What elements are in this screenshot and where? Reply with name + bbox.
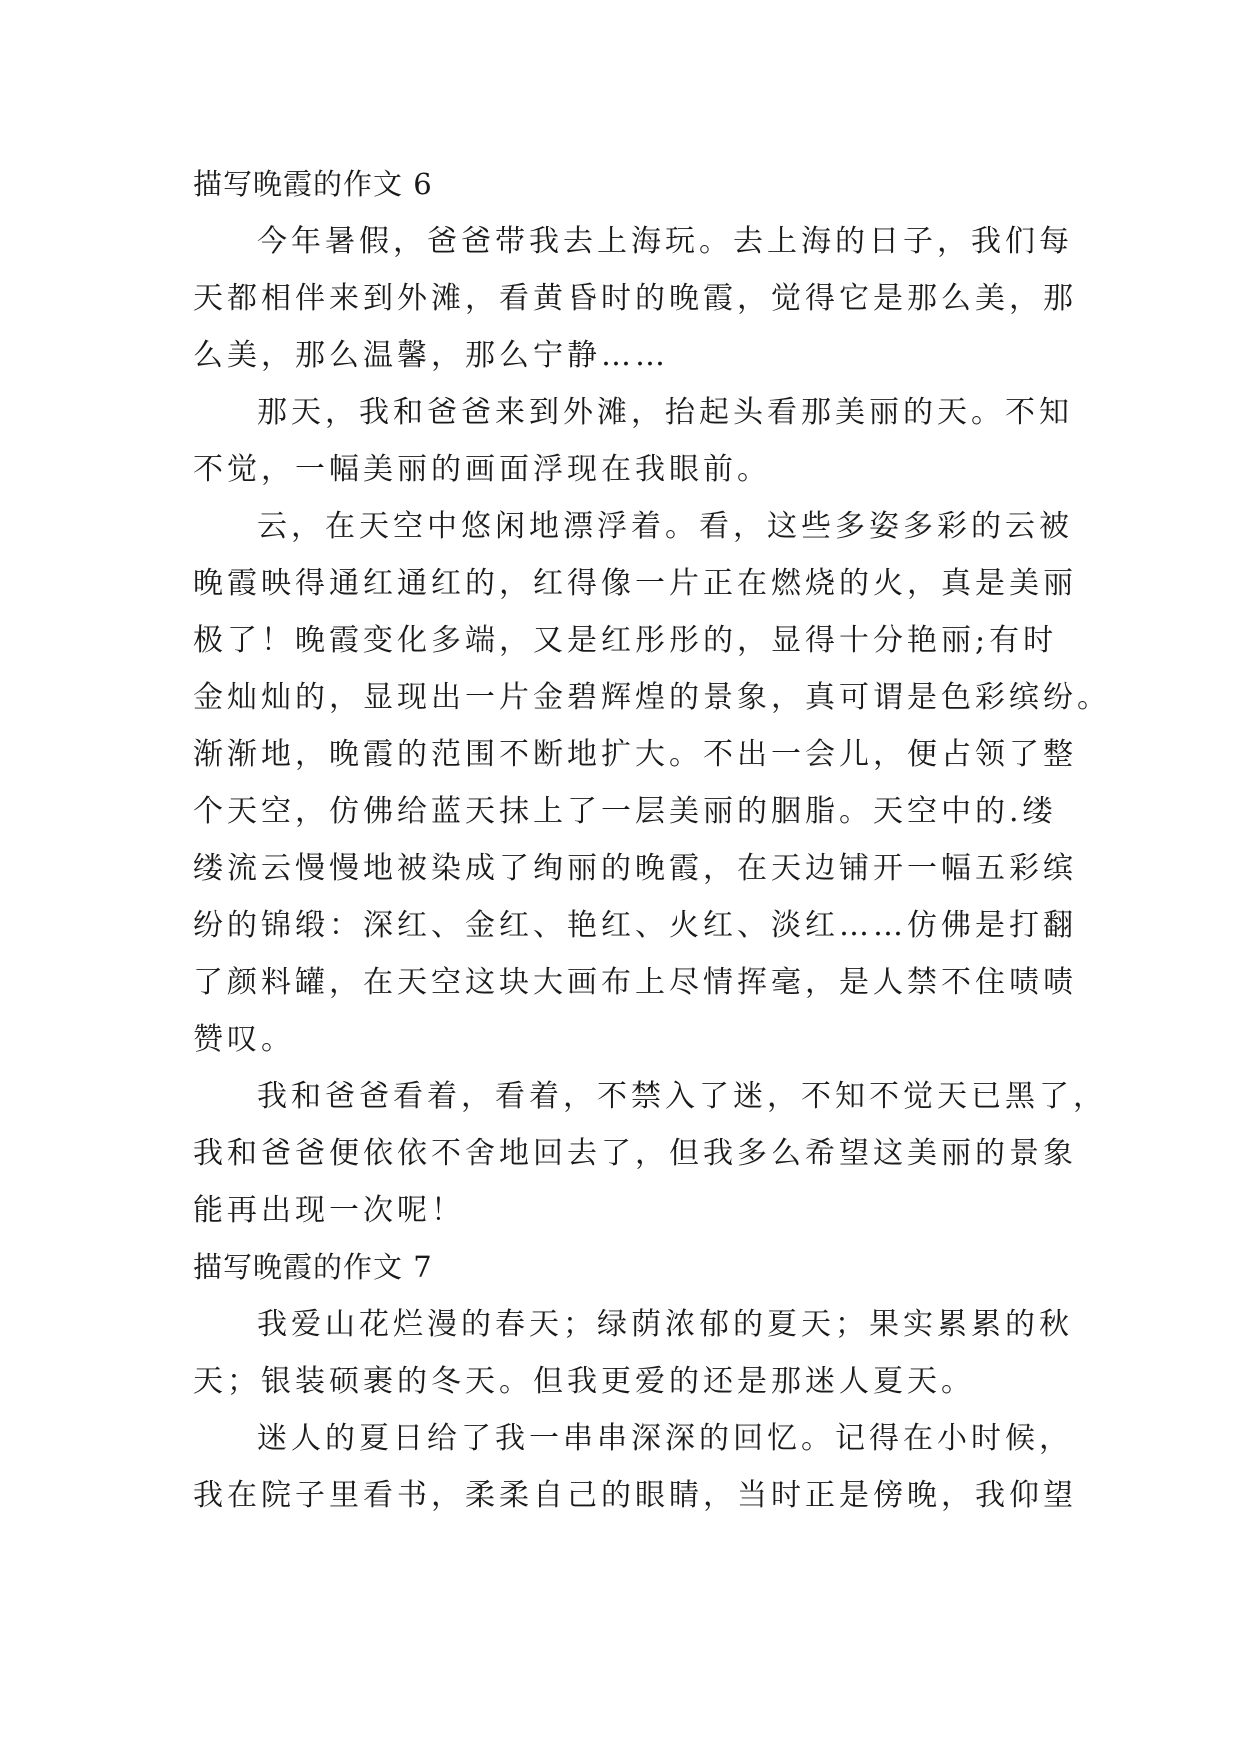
paragraph [193, 498, 1111, 1068]
text-line: 缕流云慢慢地被染成了绚丽的晚霞，在天边铺开一幅五彩缤 [193, 851, 1077, 886]
text-line: 云，在天空中悠闲地漂浮着。看，这些多姿多彩的云被 [257, 509, 1073, 544]
text-line: 我爱山花烂漫的春天；绿荫浓郁的夏天；果实累累的秋 [257, 1307, 1073, 1342]
paragraph [193, 1410, 1077, 1524]
text-line: 迷人的夏日给了我一串串深深的回忆。记得在小时候， [257, 1421, 1073, 1456]
text-line: 能再出现一次呢！ [193, 1193, 465, 1228]
text-line: 个天空，仿佛给蓝天抹上了一层美丽的胭脂。天空中的.缕 [193, 794, 1057, 829]
text-line: 晚霞映得通红通红的，红得像一片正在燃烧的火，真是美丽 [193, 566, 1077, 601]
paragraph [193, 384, 1073, 498]
section-heading: 描写晚霞的作文 7 [193, 1250, 433, 1284]
text-line: 渐渐地，晚霞的范围不断地扩大。不出一会儿，便占领了整 [193, 737, 1077, 772]
text-line: 今年暑假，爸爸带我去上海玩。去上海的日子，我们每 [257, 224, 1073, 259]
text-line: 了颜料罐，在天空这块大画布上尽情挥毫，是人禁不住啧啧 [193, 965, 1077, 1000]
paragraph [193, 1068, 1107, 1239]
document-body [193, 156, 1111, 1524]
text-line: 天；银装硕裹的冬天。但我更爱的还是那迷人夏天。 [193, 1364, 975, 1399]
text-line: 我和爸爸便依依不舍地回去了，但我多么希望这美丽的景象 [193, 1136, 1077, 1171]
section-heading: 描写晚霞的作文 6 [193, 167, 433, 201]
text-line: 那天，我和爸爸来到外滩，抬起头看那美丽的天。不知 [257, 395, 1073, 430]
text-line: 极了！晚霞变化多端，又是红彤彤的，显得十分艳丽;有时 [193, 623, 1058, 658]
text-line: 不觉，一幅美丽的画面浮现在我眼前。 [193, 452, 771, 487]
text-line: 金灿灿的，显现出一片金碧辉煌的景象，真可谓是色彩缤纷。 [193, 680, 1111, 715]
text-line: 赞叹。 [193, 1022, 295, 1057]
text-line: 我在院子里看书，柔柔自己的眼睛，当时正是傍晚，我仰望 [193, 1478, 1077, 1513]
paragraph [193, 213, 1077, 384]
text-line: 我和爸爸看着，看着，不禁入了迷，不知不觉天已黑了， [257, 1079, 1107, 1114]
text-line: 天都相伴来到外滩，看黄昏时的晚霞，觉得它是那么美，那 [193, 281, 1077, 316]
paragraph [193, 1296, 1073, 1410]
text-line: 纷的锦缎：深红、金红、艳红、火红、淡红……仿佛是打翻 [193, 908, 1077, 943]
text-line: 么美，那么温馨，那么宁静…… [193, 338, 669, 373]
